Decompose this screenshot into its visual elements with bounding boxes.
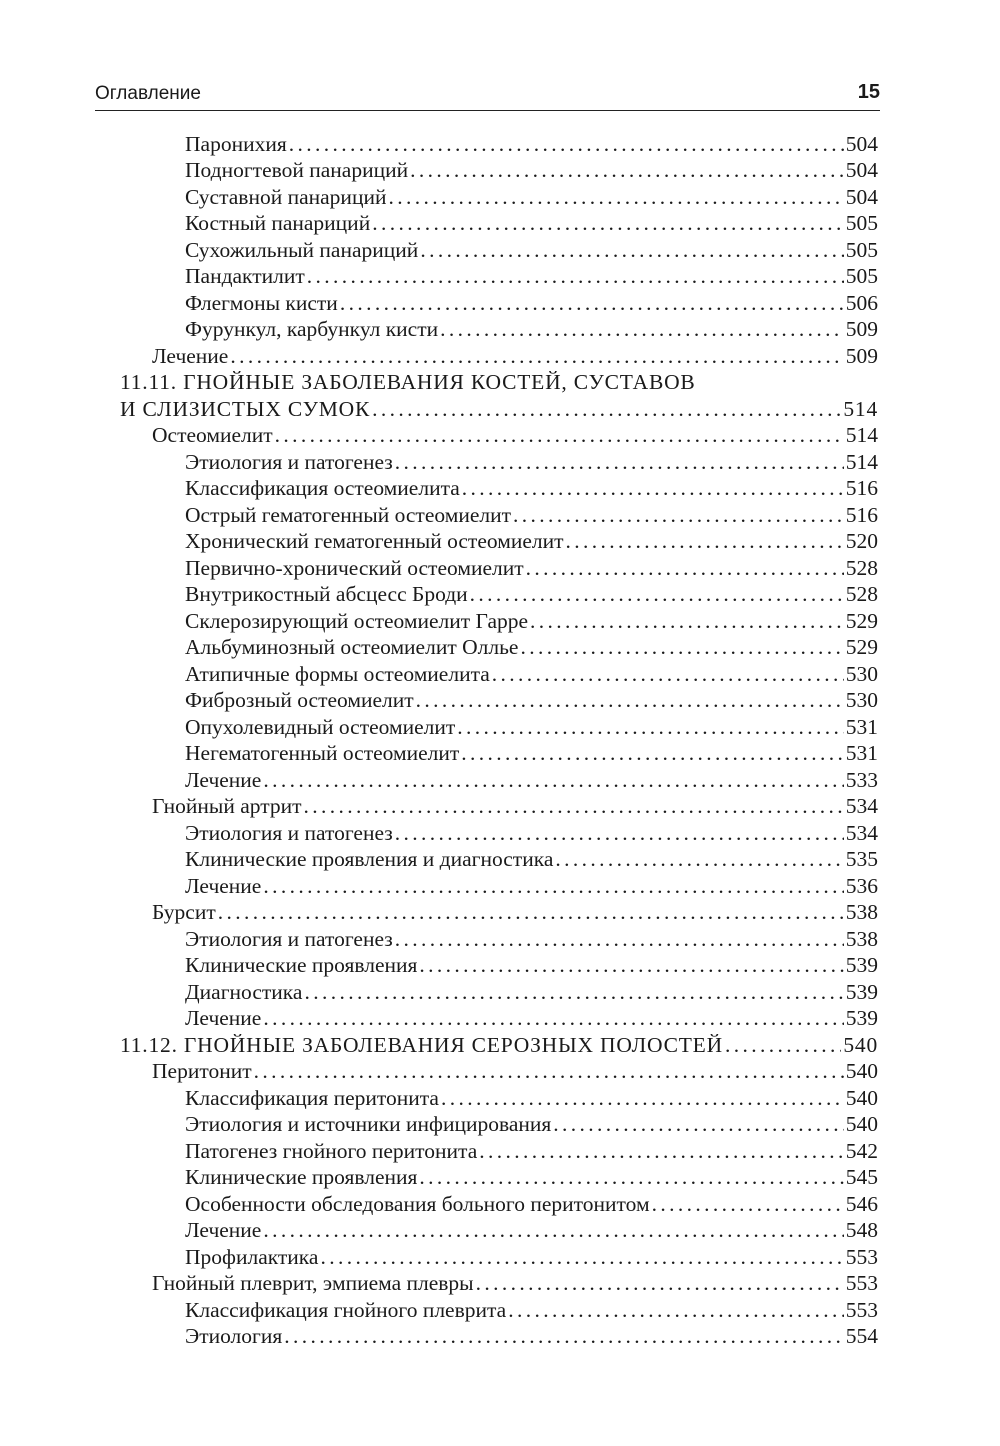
toc-entry-label: Фиброзный остеомиелит	[185, 688, 414, 712]
toc-entry-page: 553	[845, 1245, 878, 1269]
toc-entry-page: 520	[845, 529, 878, 553]
toc-entry[interactable]	[185, 475, 878, 501]
toc-entry-page: 504	[845, 132, 878, 156]
toc-entry-label: Суставной панариций	[185, 185, 387, 209]
toc-entry-page: 553	[845, 1271, 878, 1295]
leader-dots	[395, 449, 844, 475]
leader-dots	[566, 528, 844, 554]
toc-entry-page: 505	[845, 211, 878, 235]
toc-entry-label: Этиология и патогенез	[185, 450, 393, 474]
toc-entry[interactable]	[185, 846, 878, 872]
toc-entry[interactable]	[185, 661, 878, 687]
toc-entry-label: Классификация гнойного плеврита	[185, 1298, 507, 1322]
leader-dots	[440, 316, 844, 342]
toc-entry[interactable]	[152, 793, 878, 819]
leader-dots	[725, 1032, 841, 1058]
toc-entry-page: 542	[845, 1139, 878, 1163]
toc-entry-label: Остеомиелит	[152, 423, 273, 447]
leader-dots	[340, 290, 844, 316]
toc-entry-page: 514	[845, 423, 878, 447]
leader-dots	[652, 1191, 844, 1217]
toc-entry[interactable]	[185, 740, 878, 766]
toc-entry-page: 516	[845, 503, 878, 527]
toc-entry-label: Клинические проявления и диагностика	[185, 847, 554, 871]
toc-entry-page: 505	[845, 238, 878, 262]
toc-entry-label: Пандактилит	[185, 264, 305, 288]
toc-entry-page: 529	[845, 635, 878, 659]
leader-dots	[395, 926, 844, 952]
toc-entry-label: Альбуминозный остеомиелит Оллье	[185, 635, 519, 659]
leader-dots	[230, 343, 843, 369]
toc-entry-label: Классификация перитонита	[185, 1086, 439, 1110]
leader-dots	[419, 952, 843, 978]
section-heading-11-11[interactable]: 11.11. ГНОЙНЫЕ ЗАБОЛЕВАНИЯ КОСТЕЙ, СУСТАВОВ	[120, 370, 696, 394]
header-title: Оглавление	[95, 83, 201, 104]
toc-entry-label: Гнойный артрит	[152, 794, 302, 818]
leader-dots	[263, 1217, 843, 1243]
toc-entry-page: 535	[845, 847, 878, 871]
toc-entry-page: 534	[845, 794, 878, 818]
toc-entry[interactable]	[185, 873, 878, 899]
leader-dots	[320, 1244, 843, 1270]
toc-entry[interactable]	[185, 1164, 878, 1190]
toc-entry-label: Лечение	[185, 1218, 262, 1242]
toc-entry[interactable]	[185, 290, 878, 316]
header-page-number: 15	[857, 81, 880, 103]
toc-entry[interactable]	[185, 184, 878, 210]
leader-dots	[275, 422, 844, 448]
toc-entry[interactable]	[185, 502, 878, 528]
leader-dots	[470, 581, 844, 607]
toc-entry-label: Профилактика	[185, 1245, 319, 1269]
toc-entry-page: 531	[845, 741, 878, 765]
toc-entry-label: Хронический гематогенный остеомиелит	[185, 529, 564, 553]
toc-entry-label: Лечение	[185, 1006, 262, 1030]
leader-dots	[395, 820, 844, 846]
toc-entry-label: Лечение	[185, 874, 262, 898]
toc-entry[interactable]	[185, 1297, 878, 1323]
toc-entry-page: 540	[845, 1059, 878, 1083]
leader-dots	[307, 263, 844, 289]
leader-dots	[457, 714, 843, 740]
toc-entry-page: 538	[845, 927, 878, 951]
toc-entry-page: 530	[845, 688, 878, 712]
toc-entry[interactable]	[152, 899, 878, 925]
leader-dots	[441, 1085, 844, 1111]
toc-entry[interactable]	[185, 634, 878, 660]
leader-dots	[508, 1297, 844, 1323]
toc-entry[interactable]	[185, 157, 878, 183]
toc-entry-label: Опухолевидный остеомиелит	[185, 715, 456, 739]
toc-entry[interactable]	[185, 1323, 878, 1349]
toc-entry-label: Атипичные формы остеомиелита	[185, 662, 490, 686]
toc-entry[interactable]	[185, 237, 878, 263]
toc-entry-page: 540	[843, 1033, 878, 1057]
leader-dots	[263, 1005, 843, 1031]
toc-entry-page: 529	[845, 609, 878, 633]
toc-entry-label: Клинические проявления	[185, 1165, 418, 1189]
leader-dots	[410, 157, 844, 183]
leader-dots	[388, 184, 843, 210]
toc-entry[interactable]	[185, 1111, 878, 1137]
toc-entry[interactable]	[185, 820, 878, 846]
toc-entry[interactable]	[185, 581, 878, 607]
leader-dots	[479, 1138, 843, 1164]
leader-dots	[416, 687, 844, 713]
toc-entry-page: 514	[843, 397, 878, 421]
toc-entry-page: 504	[845, 185, 878, 209]
toc-entry[interactable]	[185, 263, 878, 289]
toc-entry[interactable]	[152, 343, 878, 369]
toc-entry[interactable]	[185, 210, 878, 236]
leader-dots	[520, 634, 843, 660]
toc-entry-page: 554	[845, 1324, 878, 1348]
leader-dots	[254, 1058, 844, 1084]
toc-entry-label: Этиология и патогенез	[185, 821, 393, 845]
leader-dots	[462, 475, 844, 501]
leader-dots	[304, 793, 844, 819]
leader-dots	[372, 210, 844, 236]
leader-dots	[492, 661, 844, 687]
leader-dots	[289, 131, 844, 157]
toc-entry-label: Особенности обследования больного перитонитом	[185, 1192, 650, 1216]
toc-entry-page: 536	[845, 874, 878, 898]
leader-dots	[461, 740, 843, 766]
leader-dots	[263, 873, 843, 899]
toc-entry[interactable]	[185, 1217, 878, 1243]
toc-entry-page: 533	[845, 768, 878, 792]
toc-entry-label: Патогенез гнойного перитонита	[185, 1139, 478, 1163]
toc-entry[interactable]	[185, 131, 878, 157]
toc-entry-page: 514	[845, 450, 878, 474]
toc-entry-page: 548	[845, 1218, 878, 1242]
leader-dots	[530, 608, 844, 634]
leader-dots	[555, 846, 843, 872]
toc-entry-page: 553	[845, 1298, 878, 1322]
toc-entry[interactable]	[185, 555, 878, 581]
toc-entry-label: Внутрикостный абсцесс Броди	[185, 582, 468, 606]
toc-entry-page: 528	[845, 556, 878, 580]
toc-entry-page: 534	[845, 821, 878, 845]
leader-dots	[284, 1323, 843, 1349]
toc-entry[interactable]	[185, 1191, 878, 1217]
toc-entry-label: Классификация остеомиелита	[185, 476, 460, 500]
toc-entry-page: 545	[845, 1165, 878, 1189]
toc-entry-label: Клинические проявления	[185, 953, 418, 977]
toc-entry-page: 546	[845, 1192, 878, 1216]
toc-entry[interactable]	[185, 1138, 878, 1164]
toc-entry[interactable]	[185, 608, 878, 634]
toc-entry-page: 531	[845, 715, 878, 739]
toc-entry-label: Подногтевой панариций	[185, 158, 409, 182]
leader-dots	[304, 979, 843, 1005]
toc-entry-label: Сухожильный панариций	[185, 238, 419, 262]
toc-entry-label: Этиология и патогенез	[185, 927, 393, 951]
toc-entry-label: Костный панариций	[185, 211, 371, 235]
toc-entry[interactable]	[185, 714, 878, 740]
toc-section-entry[interactable]	[120, 1032, 878, 1058]
toc-entry-label: Лечение	[185, 768, 262, 792]
toc-entry-label: Перитонит	[152, 1059, 252, 1083]
toc-entry-label: Фурункул, карбункул кисти	[185, 317, 439, 341]
toc-entry-page: 506	[845, 291, 878, 315]
toc-entry-page: 538	[845, 900, 878, 924]
toc-entry[interactable]	[185, 952, 878, 978]
toc-entry-label: Этиология	[185, 1324, 283, 1348]
leader-dots	[263, 767, 843, 793]
toc-entry-label: И СЛИЗИСТЫХ СУМОК	[120, 397, 371, 421]
toc-entry-page: 539	[845, 1006, 878, 1030]
toc-entry[interactable]	[185, 1244, 878, 1270]
toc-entry-page: 509	[845, 317, 878, 341]
toc-entry-page: 528	[845, 582, 878, 606]
toc-entry[interactable]	[185, 528, 878, 554]
toc-entry-page: 509	[845, 344, 878, 368]
toc-entry[interactable]	[185, 1005, 878, 1031]
toc-entry[interactable]	[185, 449, 878, 475]
leader-dots	[476, 1270, 844, 1296]
toc-entry-page: 505	[845, 264, 878, 288]
toc-entry-label: Первично-хронический остеомиелит	[185, 556, 524, 580]
leader-dots	[419, 1164, 843, 1190]
toc-entry-page: 530	[845, 662, 878, 686]
toc-entry-page: 539	[845, 980, 878, 1004]
toc-entry-label: Гнойный плеврит, эмпиема плевры	[152, 1271, 474, 1295]
toc-entry-label: Негематогенный остеомиелит	[185, 741, 460, 765]
toc-entry-label: Лечение	[152, 344, 229, 368]
toc-entry-label: Паронихия	[185, 132, 287, 156]
toc-entry-page: 540	[845, 1112, 878, 1136]
toc-entry[interactable]	[185, 767, 878, 793]
toc-entry[interactable]	[152, 422, 878, 448]
toc-entry-label: 11.12. ГНОЙНЫЕ ЗАБОЛЕВАНИЯ СЕРОЗНЫХ ПОЛОСТЕЙ	[120, 1033, 723, 1057]
leader-dots	[513, 502, 844, 528]
toc-entry-page: 539	[845, 953, 878, 977]
toc-entry-label: Флегмоны кисти	[185, 291, 338, 315]
toc-entry-label: Диагностика	[185, 980, 303, 1004]
leader-dots	[553, 1111, 843, 1137]
toc-entry[interactable]	[185, 316, 878, 342]
toc-section-entry[interactable]	[120, 396, 878, 422]
leader-dots	[526, 555, 844, 581]
leader-dots	[218, 899, 844, 925]
toc-entry[interactable]	[152, 1058, 878, 1084]
toc-entry-label: Острый гематогенный остеомиелит	[185, 503, 511, 527]
toc-entry-page: 504	[845, 158, 878, 182]
toc-entry-page: 540	[845, 1086, 878, 1110]
toc-entry[interactable]	[185, 687, 878, 713]
leader-dots	[420, 237, 843, 263]
toc-entry[interactable]	[185, 1085, 878, 1111]
toc-entry-page: 516	[845, 476, 878, 500]
leader-dots	[372, 396, 841, 422]
toc-entry-label: Бурсит	[152, 900, 216, 924]
toc-entry[interactable]	[185, 979, 878, 1005]
toc-entry[interactable]	[152, 1270, 878, 1296]
toc-entry-label: Этиология и источники инфицирования	[185, 1112, 552, 1136]
toc-entry[interactable]	[185, 926, 878, 952]
toc-entry-label: Склерозирующий остеомиелит Гарре	[185, 609, 529, 633]
